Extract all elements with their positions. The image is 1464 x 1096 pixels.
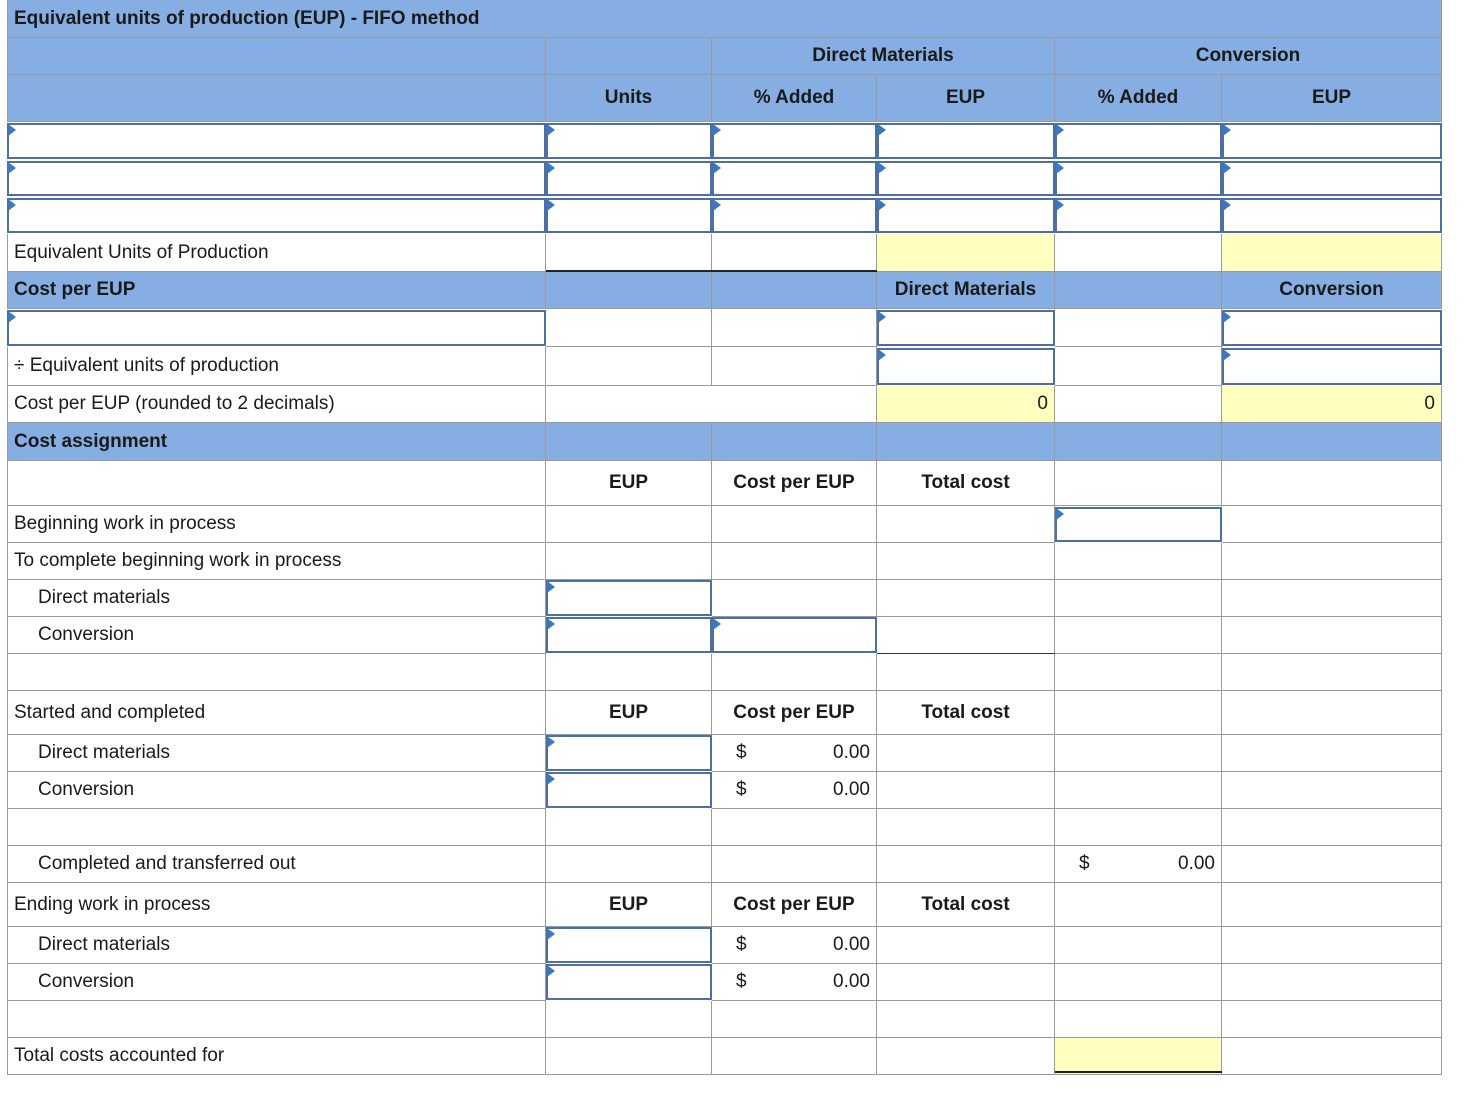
cost-assignment-col-headers bbox=[7, 461, 1442, 506]
cost-assignment-header-row bbox=[7, 423, 1442, 461]
sc-col-cost-per-eup: Cost per EUP bbox=[712, 691, 877, 735]
cost-per-eup-rounded-label: Cost per EUP (rounded to 2 decimals) bbox=[7, 386, 546, 423]
col-cost-per-eup: Cost per EUP bbox=[712, 461, 877, 506]
conv-eup-input[interactable] bbox=[1222, 198, 1442, 233]
to-complete-conv-eup-input[interactable] bbox=[546, 617, 712, 653]
sc-col-eup: EUP bbox=[546, 691, 712, 735]
ew-conv-cost-per-eup bbox=[712, 964, 877, 1001]
total-costs-row bbox=[7, 1038, 1442, 1075]
ew-conv-cost-per-eup-value: 0.00 bbox=[833, 971, 870, 992]
currency-symbol: $ bbox=[736, 779, 747, 800]
conv-eup-total bbox=[1222, 234, 1442, 272]
header-row-groups bbox=[7, 38, 1442, 75]
cost-per-eup-dm-header: Direct Materials bbox=[877, 272, 1055, 309]
conv-pct-added-input[interactable] bbox=[1055, 123, 1222, 159]
sc-dm-eup-input[interactable] bbox=[546, 735, 712, 771]
input-row bbox=[7, 197, 1442, 234]
conv-pct-added-input[interactable] bbox=[1055, 198, 1222, 233]
conv-cost-per-eup-value: 0 bbox=[1222, 386, 1442, 423]
sc-col-total-cost: Total cost bbox=[877, 691, 1055, 735]
spacer-row bbox=[7, 809, 1442, 846]
sc-dm-cost-per-eup-value: 0.00 bbox=[833, 742, 870, 763]
ew-dm-eup-input[interactable] bbox=[546, 927, 712, 963]
ew-conv-row bbox=[7, 964, 1442, 1001]
cost-per-eup-heading: Cost per EUP bbox=[7, 272, 546, 309]
cost-per-eup-conv-header: Conversion bbox=[1222, 272, 1442, 309]
dm-pct-added-input[interactable] bbox=[712, 161, 877, 196]
beginning-wip-label: Beginning work in process bbox=[7, 506, 546, 543]
header-conv-eup: EUP bbox=[1222, 75, 1442, 122]
header-dm-eup: EUP bbox=[877, 75, 1055, 122]
dm-eup-divisor-input[interactable] bbox=[877, 348, 1055, 385]
completed-transferred-total bbox=[1055, 846, 1222, 883]
header-conv-pct-added: % Added bbox=[1055, 75, 1222, 122]
ending-wip-row bbox=[7, 883, 1442, 927]
units-input[interactable] bbox=[546, 198, 712, 233]
ew-conv-label: Conversion bbox=[7, 964, 546, 1001]
sc-conv-label: Conversion bbox=[7, 772, 546, 809]
cost-assignment-heading: Cost assignment bbox=[7, 423, 546, 461]
ew-dm-cost-per-eup-value: 0.00 bbox=[833, 934, 870, 955]
to-complete-dm-eup-input[interactable] bbox=[546, 580, 712, 616]
header-row-columns bbox=[7, 75, 1442, 122]
to-complete-conv-label: Conversion bbox=[7, 617, 546, 654]
row-label-input[interactable] bbox=[7, 198, 546, 233]
units-input[interactable] bbox=[546, 123, 712, 159]
sc-conv-row bbox=[7, 772, 1442, 809]
input-row bbox=[7, 122, 1442, 160]
completed-transferred-row bbox=[7, 846, 1442, 883]
currency-symbol: $ bbox=[736, 971, 747, 992]
dm-eup-input[interactable] bbox=[877, 198, 1055, 233]
eup-total-label: Equivalent Units of Production bbox=[7, 234, 546, 272]
row-label-input[interactable] bbox=[7, 161, 546, 196]
conv-eup-input[interactable] bbox=[1222, 123, 1442, 159]
conv-cost-input[interactable] bbox=[1222, 310, 1442, 346]
currency-symbol: $ bbox=[736, 742, 747, 763]
units-input[interactable] bbox=[546, 161, 712, 196]
sc-dm-cost-per-eup bbox=[712, 735, 877, 772]
title-row bbox=[7, 0, 1442, 38]
cost-per-eup-result-row bbox=[7, 386, 1442, 423]
beginning-wip-cost-input[interactable] bbox=[1055, 507, 1222, 542]
input-row bbox=[7, 160, 1442, 197]
beginning-wip-row bbox=[7, 506, 1442, 543]
sc-conv-cost-per-eup bbox=[712, 772, 877, 809]
spacer-row bbox=[7, 1001, 1442, 1038]
dm-eup-input[interactable] bbox=[877, 123, 1055, 159]
to-complete-conv-cost-input[interactable] bbox=[712, 617, 877, 653]
eup-total-row bbox=[7, 234, 1442, 272]
sc-dm-row bbox=[7, 735, 1442, 772]
total-costs-label: Total costs accounted for bbox=[7, 1038, 546, 1075]
completed-transferred-label: Completed and transferred out bbox=[7, 846, 546, 883]
ew-dm-label: Direct materials bbox=[7, 927, 546, 964]
cost-input-row bbox=[7, 309, 1442, 347]
header-direct-materials: Direct Materials bbox=[712, 38, 1055, 75]
total-costs-value bbox=[1055, 1038, 1222, 1075]
sc-dm-label: Direct materials bbox=[7, 735, 546, 772]
currency-symbol: $ bbox=[736, 934, 747, 955]
started-completed-label: Started and completed bbox=[7, 691, 546, 735]
header-units: Units bbox=[546, 75, 712, 122]
header-conversion: Conversion bbox=[1055, 38, 1442, 75]
dm-cost-input[interactable] bbox=[877, 310, 1055, 346]
to-complete-label: To complete beginning work in process bbox=[7, 543, 546, 580]
ew-col-cost-per-eup: Cost per EUP bbox=[712, 883, 877, 927]
started-completed-row bbox=[7, 691, 1442, 735]
col-eup: EUP bbox=[546, 461, 712, 506]
eup-worksheet bbox=[7, 0, 1442, 1075]
divide-eup-label: ÷ Equivalent units of production bbox=[7, 347, 546, 386]
cost-label-input[interactable] bbox=[7, 310, 546, 346]
to-complete-conv-row bbox=[7, 617, 1442, 654]
row-label-input[interactable] bbox=[7, 123, 546, 159]
to-complete-dm-row bbox=[7, 580, 1442, 617]
ending-wip-label: Ending work in process bbox=[7, 883, 546, 927]
conv-pct-added-input[interactable] bbox=[1055, 161, 1222, 196]
sc-conv-eup-input[interactable] bbox=[546, 772, 712, 808]
dm-eup-input[interactable] bbox=[877, 161, 1055, 196]
worksheet-title: Equivalent units of production (EUP) - FIFO method bbox=[7, 0, 1442, 38]
dm-pct-added-input[interactable] bbox=[712, 123, 877, 159]
to-complete-row bbox=[7, 543, 1442, 580]
dm-pct-added-input[interactable] bbox=[712, 198, 877, 233]
ew-col-total-cost: Total cost bbox=[877, 883, 1055, 927]
to-complete-dm-label: Direct materials bbox=[7, 580, 546, 617]
completed-transferred-value: 0.00 bbox=[1178, 853, 1215, 874]
conv-eup-divisor-input[interactable] bbox=[1222, 348, 1442, 385]
ew-conv-eup-input[interactable] bbox=[546, 964, 712, 1000]
currency-symbol: $ bbox=[1079, 853, 1090, 874]
dm-eup-total bbox=[877, 234, 1055, 272]
cost-per-eup-header-row bbox=[7, 272, 1442, 309]
conv-eup-input[interactable] bbox=[1222, 161, 1442, 196]
col-total-cost: Total cost bbox=[877, 461, 1055, 506]
ew-dm-row bbox=[7, 927, 1442, 964]
spacer-row bbox=[7, 654, 1442, 691]
ew-col-eup: EUP bbox=[546, 883, 712, 927]
header-dm-pct-added: % Added bbox=[712, 75, 877, 122]
dm-cost-per-eup-value: 0 bbox=[877, 386, 1055, 423]
ew-dm-cost-per-eup bbox=[712, 927, 877, 964]
sc-conv-cost-per-eup-value: 0.00 bbox=[833, 779, 870, 800]
divide-eup-row bbox=[7, 347, 1442, 386]
